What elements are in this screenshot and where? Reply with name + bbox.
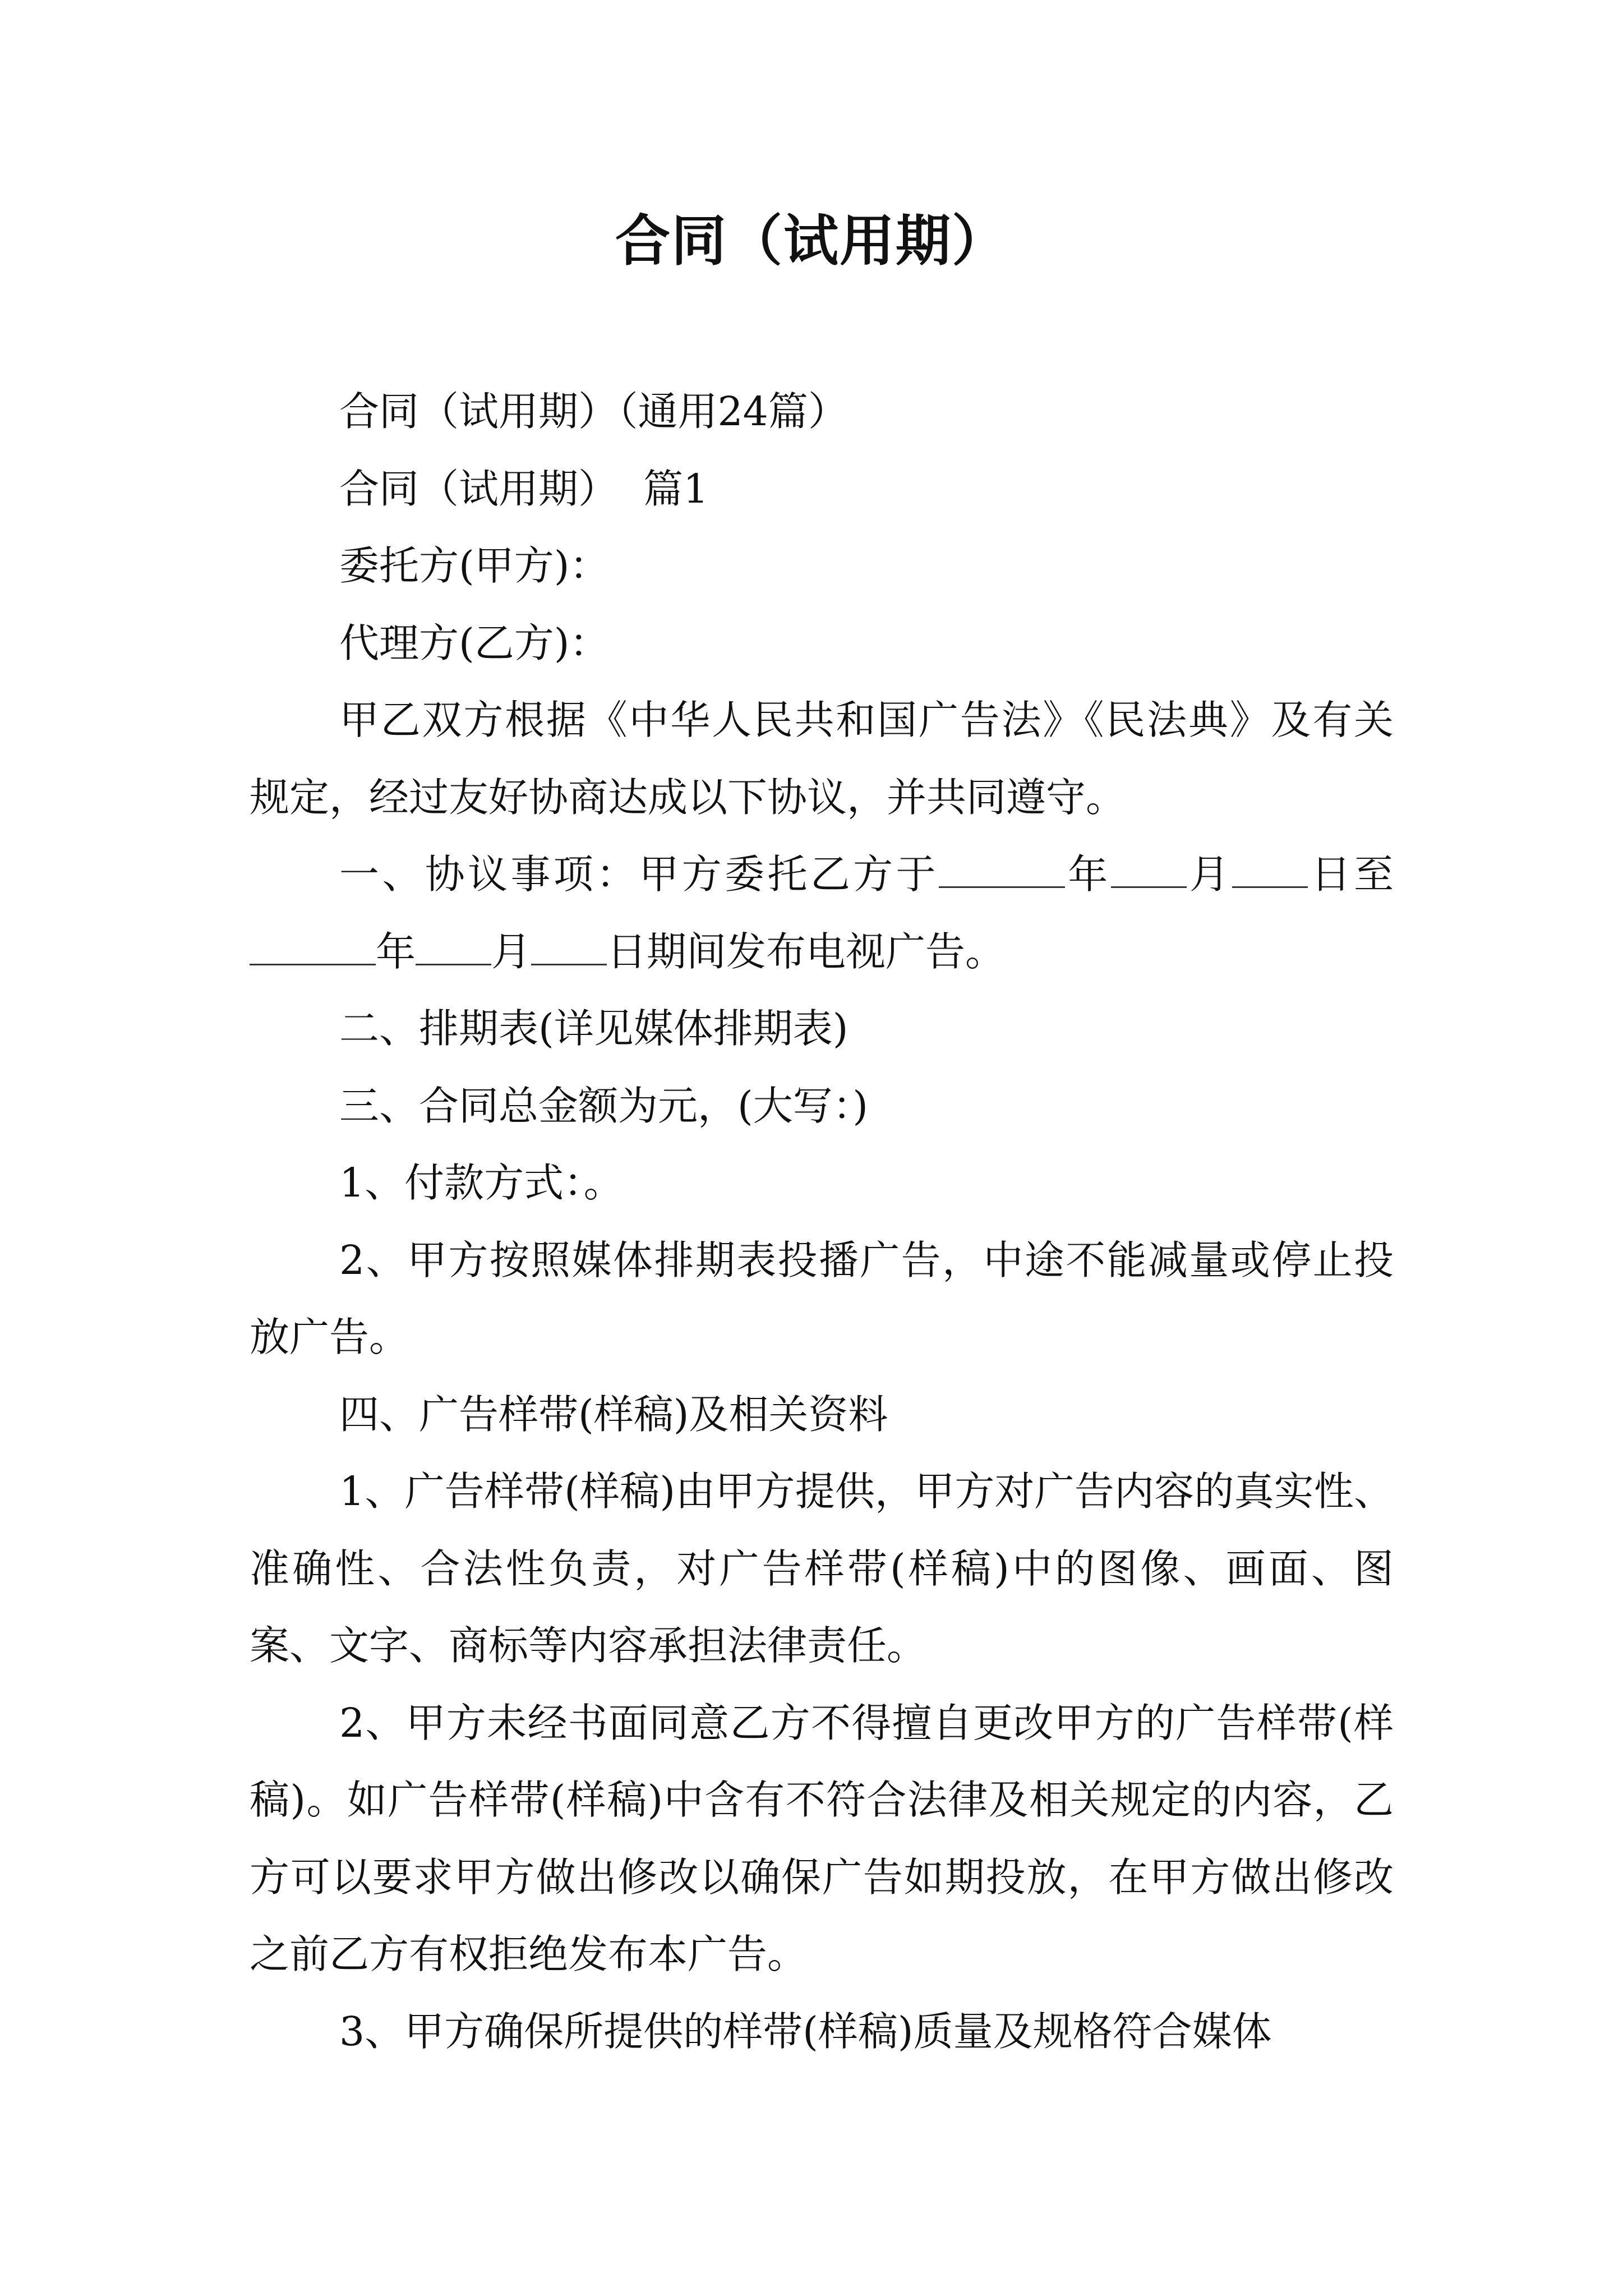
clause-2-paragraph: 二、排期表(详见媒体排期表) <box>339 1005 849 1052</box>
end-year-blank <box>250 926 376 965</box>
end-month-label: 月 <box>491 928 532 975</box>
start-month-blank <box>1111 849 1187 888</box>
start-year-label: 年 <box>1064 851 1111 898</box>
clause-4-2-paragraph: 2、甲方未经书面同意乙方不得擅自更改甲方的广告样带(样稿)。如广告样带(样稿)中含有不符合法律及相关规定的内容，乙方可以要求甲方做出修改以确保广告如期投放，在甲方做出修改之前乙方有权拒绝发布本广告。 <box>250 1699 1394 1977</box>
end-month-blank <box>416 926 491 965</box>
start-month-label: 月 <box>1186 851 1233 898</box>
document-title: 合同（试用期） <box>615 209 1008 273</box>
clause-1-paragraph <box>250 836 1394 990</box>
clause-4-1-paragraph: 1、广告样带(样稿)由甲方提供，甲方对广告内容的真实性、准确性、合法性负责，对广告样带(样稿)中的图像、画面、图案、文字、商标等内容承担法律责任。 <box>250 1468 1394 1669</box>
clause-4-paragraph: 四、广告样带(样稿)及相关资料 <box>339 1391 888 1438</box>
clause-3-1-paragraph: 1、付款方式：。 <box>339 1159 624 1206</box>
clause-3-2-paragraph: 2、甲方按照媒体排期表投播广告，中途不能减量或停止投放广告。 <box>250 1236 1394 1360</box>
intro-paragraph: 甲乙双方根据《中华人民共和国广告法》《民法典》及有关规定，经过友好协商达成以下协议，并共同遵守。 <box>250 697 1394 821</box>
start-day-blank <box>1232 849 1308 888</box>
clause-1-suffix: 日期间发布电视广告。 <box>607 928 1006 975</box>
start-year-blank <box>939 849 1065 888</box>
end-day-blank <box>531 926 607 965</box>
clause-1-prefix: 一、协议事项：甲方委托乙方于 <box>339 851 939 898</box>
party-b-line: 代理方(乙方)： <box>339 619 610 666</box>
collection-title: 合同（试用期）（通用24篇） <box>339 388 848 435</box>
clause-3-paragraph: 三、合同总金额为元，(大写：) <box>339 1082 868 1129</box>
end-year-label: 年 <box>376 928 416 975</box>
day-to-label: 日至 <box>1308 851 1394 898</box>
chapter-heading: 合同（试用期） 篇1 <box>339 465 709 512</box>
party-a-line: 委托方(甲方)： <box>339 542 610 589</box>
document-body <box>250 373 1394 2070</box>
clause-4-3-paragraph: 3、甲方确保所提供的样带(样稿)质量及规格符合媒体 <box>339 2008 1272 2055</box>
